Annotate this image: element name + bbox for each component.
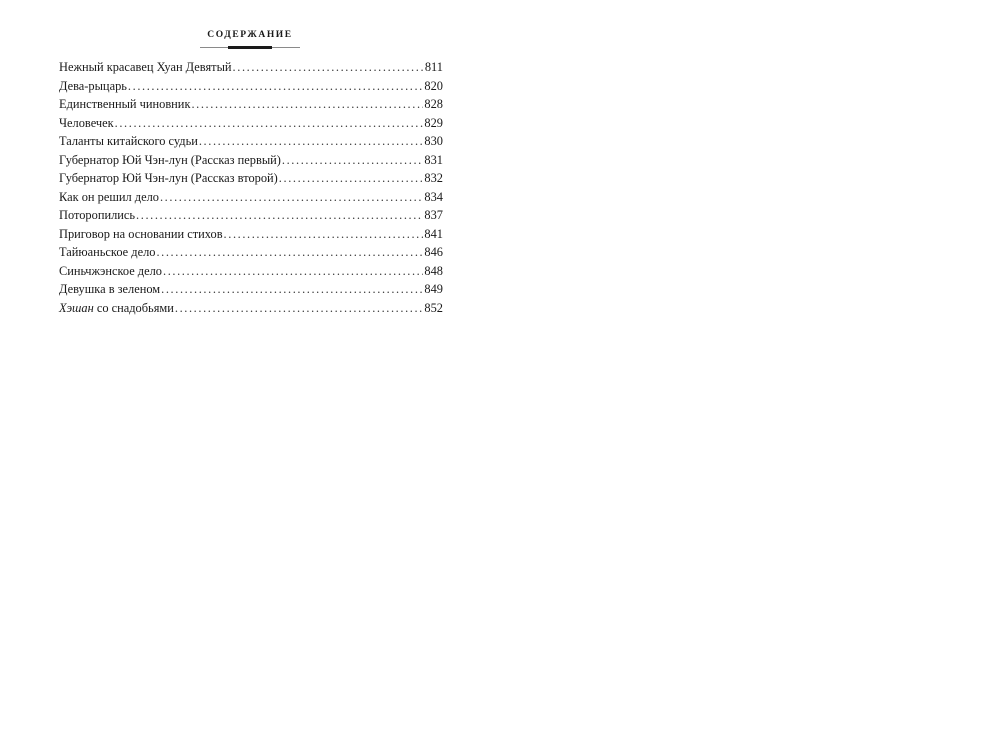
toc-entry-title: Человечек	[59, 115, 114, 130]
toc-entry[interactable]	[59, 280, 443, 299]
toc-entry[interactable]	[59, 243, 443, 262]
toc-entry-title: Единственный чиновник	[59, 97, 191, 111]
toc-entry[interactable]	[59, 151, 443, 170]
toc-entry-title: Приговор на основании стихов	[59, 226, 223, 241]
toc-entry[interactable]	[59, 262, 443, 281]
toc-entry-title: Губернатор Юй Чэн-лун (Рассказ первый)	[59, 152, 281, 167]
toc-entry-page: 848	[424, 263, 443, 278]
toc-entry-title: Нежный красавец Хуан Девятый	[59, 60, 232, 74]
dot-leader	[115, 114, 424, 133]
toc-entry-title: Тайюаньское дело	[59, 245, 156, 259]
dot-leader	[161, 280, 423, 299]
dot-leader	[279, 169, 424, 188]
dot-leader	[233, 58, 424, 77]
toc-entry-page: 834	[424, 189, 443, 204]
toc-header	[200, 28, 300, 48]
toc-entry-title: Губернатор Юй Чэн-лун (Рассказ второй)	[59, 171, 278, 185]
toc-entry[interactable]	[59, 225, 443, 244]
toc-entry-page: 841	[424, 226, 443, 241]
toc-entry-title: Поторопились	[59, 208, 136, 222]
toc-list	[59, 58, 443, 317]
dot-leader	[156, 243, 423, 262]
toc-entry-page: 811	[424, 60, 443, 74]
toc-entry-page: 830	[424, 134, 443, 148]
toc-entry[interactable]	[59, 188, 443, 207]
dot-leader	[163, 262, 423, 281]
toc-entry-page: 831	[424, 152, 443, 167]
page-title: СОДЕРЖАНИЕ	[207, 30, 293, 40]
toc-entry[interactable]	[59, 114, 443, 133]
toc-entry-page: 852	[424, 300, 443, 315]
toc-entry[interactable]	[59, 132, 443, 151]
toc-entry[interactable]	[59, 95, 443, 114]
toc-entry-title-italic: Хэшан	[59, 300, 94, 315]
dot-leader	[175, 299, 424, 318]
dot-leader	[136, 206, 423, 225]
title-divider	[200, 46, 300, 48]
toc-entry-title: Девушка в зеленом	[59, 282, 161, 296]
toc-entry-title: Синьчжэнское дело	[59, 263, 162, 278]
title-divider-thick-line	[228, 46, 272, 49]
toc-entry-title: Дева-рыцарь	[59, 78, 127, 93]
toc-entry[interactable]	[59, 169, 443, 188]
toc-entry-page: 832	[424, 171, 443, 185]
toc-entry[interactable]	[59, 77, 443, 96]
toc-entry-page: 828	[424, 97, 443, 111]
toc-entry-page: 829	[424, 115, 443, 130]
dot-leader	[191, 95, 423, 114]
toc-entry[interactable]	[59, 58, 443, 77]
dot-leader	[282, 151, 424, 170]
toc-entry-page: 849	[424, 282, 443, 296]
toc-entry-title-rest: со снадобьями	[93, 300, 174, 315]
toc-entry-page: 820	[424, 78, 443, 93]
toc-entry-page: 837	[424, 208, 443, 222]
toc-entry-title: Как он решил дело	[59, 189, 159, 204]
dot-leader	[199, 132, 424, 151]
dot-leader	[224, 225, 424, 244]
dot-leader	[160, 188, 423, 207]
toc-entry-title: Таланты китайского судьи	[59, 134, 198, 148]
toc-entry[interactable]	[59, 206, 443, 225]
toc-entry[interactable]	[59, 299, 443, 318]
toc-entry-title	[59, 299, 174, 318]
toc-entry-page: 846	[424, 245, 443, 259]
dot-leader	[128, 77, 423, 96]
